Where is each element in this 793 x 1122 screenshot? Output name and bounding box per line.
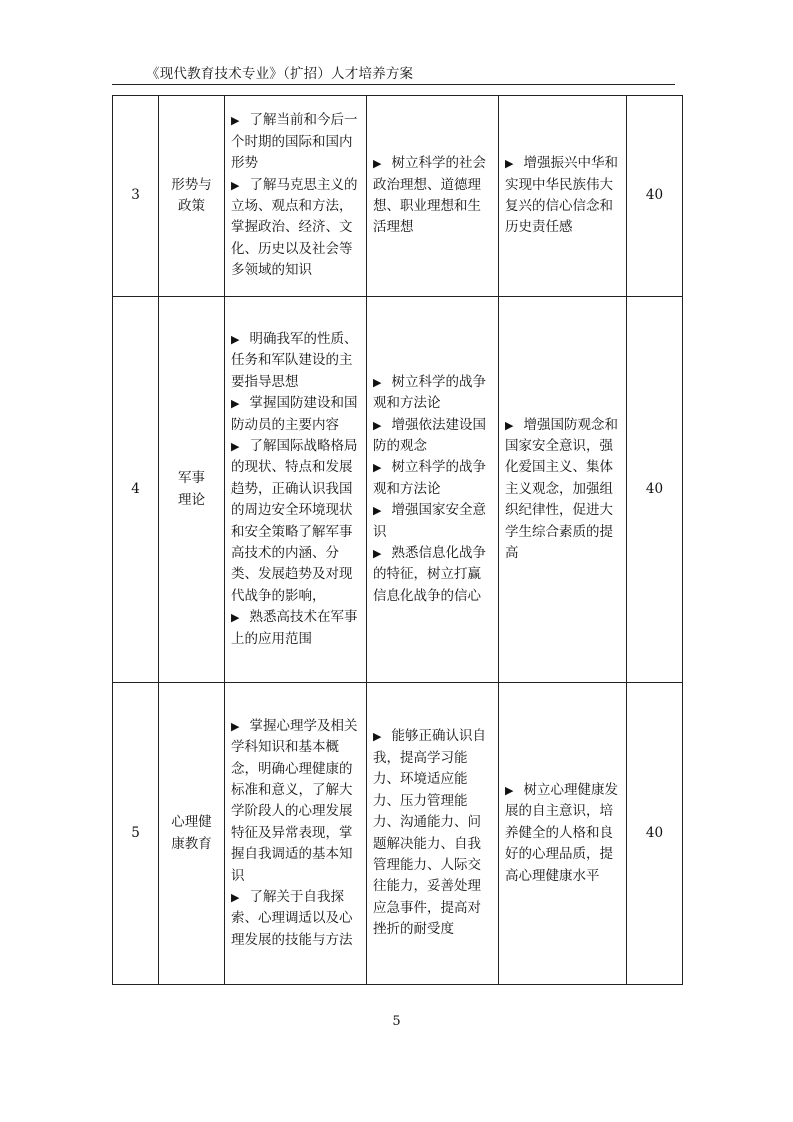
bullet-triangle-icon: ▶ <box>373 157 382 171</box>
ability-item-text: 树立科学的社会政治理想、道德理想、职业理想和生活理想 <box>373 155 486 236</box>
ability-item-text: 树立科学的战争观和方法论 <box>373 459 486 497</box>
quality-item <box>505 153 620 239</box>
course-row <box>113 96 683 297</box>
course-name <box>159 96 225 297</box>
bullet-triangle-icon: ▶ <box>373 504 382 518</box>
course-name-line: 政策 <box>178 198 205 214</box>
ability-item-text: 能够正确认识自我，提高学习能力、环境适应能力、压力管理能力、沟通能力、问题解决能力、自我管理能力、人际交往能力，妥善处理应急事件，提高对挫折的耐受度 <box>373 728 486 938</box>
knowledge-item <box>231 393 360 436</box>
bullet-triangle-icon: ▶ <box>505 157 514 171</box>
knowledge-item <box>231 716 360 887</box>
bullet-triangle-icon: ▶ <box>373 461 382 475</box>
quality-item <box>505 415 620 565</box>
bullet-triangle-icon: ▶ <box>231 439 240 453</box>
course-name-line: 康教育 <box>171 835 212 852</box>
bullet-triangle-icon: ▶ <box>373 375 382 389</box>
bullet-triangle-icon: ▶ <box>231 891 240 905</box>
course-table <box>112 95 683 985</box>
knowledge-item <box>231 887 360 951</box>
course-number: 5 <box>113 683 159 985</box>
knowledge-item <box>231 110 360 174</box>
knowledge-item-text: 掌握国防建设和国防动员的主要内容 <box>231 395 358 433</box>
ability-item-text: 增强依法建设国防的观念 <box>373 416 486 454</box>
course-name-line: 军事 <box>178 470 205 487</box>
knowledge-item-text: 掌握心理学及相关学科知识和基本概念，明确心理健康的标准和意义，了解大学阶段人的心理发展特征及异常表现，掌握自我调适的基本知识 <box>231 717 358 884</box>
course-name-line: 心理健 <box>171 814 212 831</box>
ability-item <box>373 153 492 239</box>
ability-cell <box>367 96 499 297</box>
course-hours: 40 <box>627 96 683 297</box>
ability-cell <box>367 297 499 683</box>
ability-item-text: 熟悉信息化战争的特征，树立打赢信息化战争的信心 <box>373 545 486 604</box>
header-rule <box>112 84 675 85</box>
bullet-triangle-icon: ▶ <box>231 178 240 192</box>
bullet-triangle-icon: ▶ <box>373 547 382 561</box>
quality-cell <box>499 297 627 683</box>
page-header-title: 《现代教育技术专业》（扩招）人才培养方案 <box>146 66 414 82</box>
bullet-triangle-icon: ▶ <box>231 719 240 733</box>
course-hours: 40 <box>627 297 683 683</box>
bullet-triangle-icon: ▶ <box>231 397 240 411</box>
course-row <box>113 297 683 683</box>
ability-item <box>373 500 492 543</box>
knowledge-item-text: 熟悉高技术在军事上的应用范围 <box>231 609 358 647</box>
knowledge-item <box>231 175 360 282</box>
knowledge-item-text: 了解当前和今后一个时期的国际和国内形势 <box>231 112 358 172</box>
ability-item <box>373 726 492 940</box>
course-number: 3 <box>113 96 159 297</box>
course-name-line: 理论 <box>178 491 205 508</box>
quality-item-text: 树立心理健康发展的自主意识，培养健全的人格和良好的心理品质，提高心理健康水平 <box>505 781 618 884</box>
bullet-triangle-icon: ▶ <box>373 730 382 744</box>
course-row <box>113 683 683 985</box>
ability-item <box>373 543 492 607</box>
bullet-triangle-icon: ▶ <box>373 418 382 432</box>
knowledge-item-text: 了解马克思主义的立场、观点和方法，掌握政治、经济、文化、历史以及社会等多领域的知识 <box>231 176 358 279</box>
ability-item <box>373 372 492 415</box>
course-number: 4 <box>113 297 159 683</box>
knowledge-item <box>231 329 360 393</box>
knowledge-item-text: 明确我军的性质、任务和军队建设的主要指导思想 <box>231 330 358 390</box>
knowledge-item-text: 了解关于自我探索、心理调适以及心理发展的技能与方法 <box>231 889 353 948</box>
quality-cell <box>499 96 627 297</box>
page-number: 5 <box>392 1014 401 1029</box>
bullet-triangle-icon: ▶ <box>231 332 240 346</box>
course-name-line: 形势与 <box>171 176 212 193</box>
quality-item-text: 增强国防观念和国家安全意识，强化爱国主义、集体主义观念，加强组织纪律性，促进大学生综合素质的提高 <box>505 416 618 562</box>
ability-item-text: 树立科学的战争观和方法论 <box>373 373 486 412</box>
course-name <box>159 297 225 683</box>
course-name <box>159 683 225 985</box>
bullet-triangle-icon: ▶ <box>231 114 240 128</box>
knowledge-item <box>231 607 360 650</box>
ability-item-text: 增强国家安全意识 <box>373 502 486 540</box>
bullet-triangle-icon: ▶ <box>505 418 514 432</box>
quality-item-text: 增强振兴中华和实现中华民族伟大复兴的信心信念和历史责任感 <box>505 155 618 236</box>
quality-cell <box>499 683 627 985</box>
knowledge-cell <box>225 297 367 683</box>
ability-cell <box>367 683 499 985</box>
ability-item <box>373 415 492 458</box>
knowledge-item <box>231 436 360 607</box>
course-table-body <box>113 96 683 985</box>
quality-item <box>505 780 620 887</box>
knowledge-cell <box>225 683 367 985</box>
knowledge-cell <box>225 96 367 297</box>
course-hours: 40 <box>627 683 683 985</box>
bullet-triangle-icon: ▶ <box>505 783 514 797</box>
ability-item <box>373 457 492 500</box>
bullet-triangle-icon: ▶ <box>231 611 240 625</box>
knowledge-item-text: 了解国际战略格局的现状、特点和发展趋势，正确认识我国的周边安全环境现状和安全策略了解军事高技术的内涵、分类、发展趋势及对现代战争的影响， <box>231 437 358 604</box>
